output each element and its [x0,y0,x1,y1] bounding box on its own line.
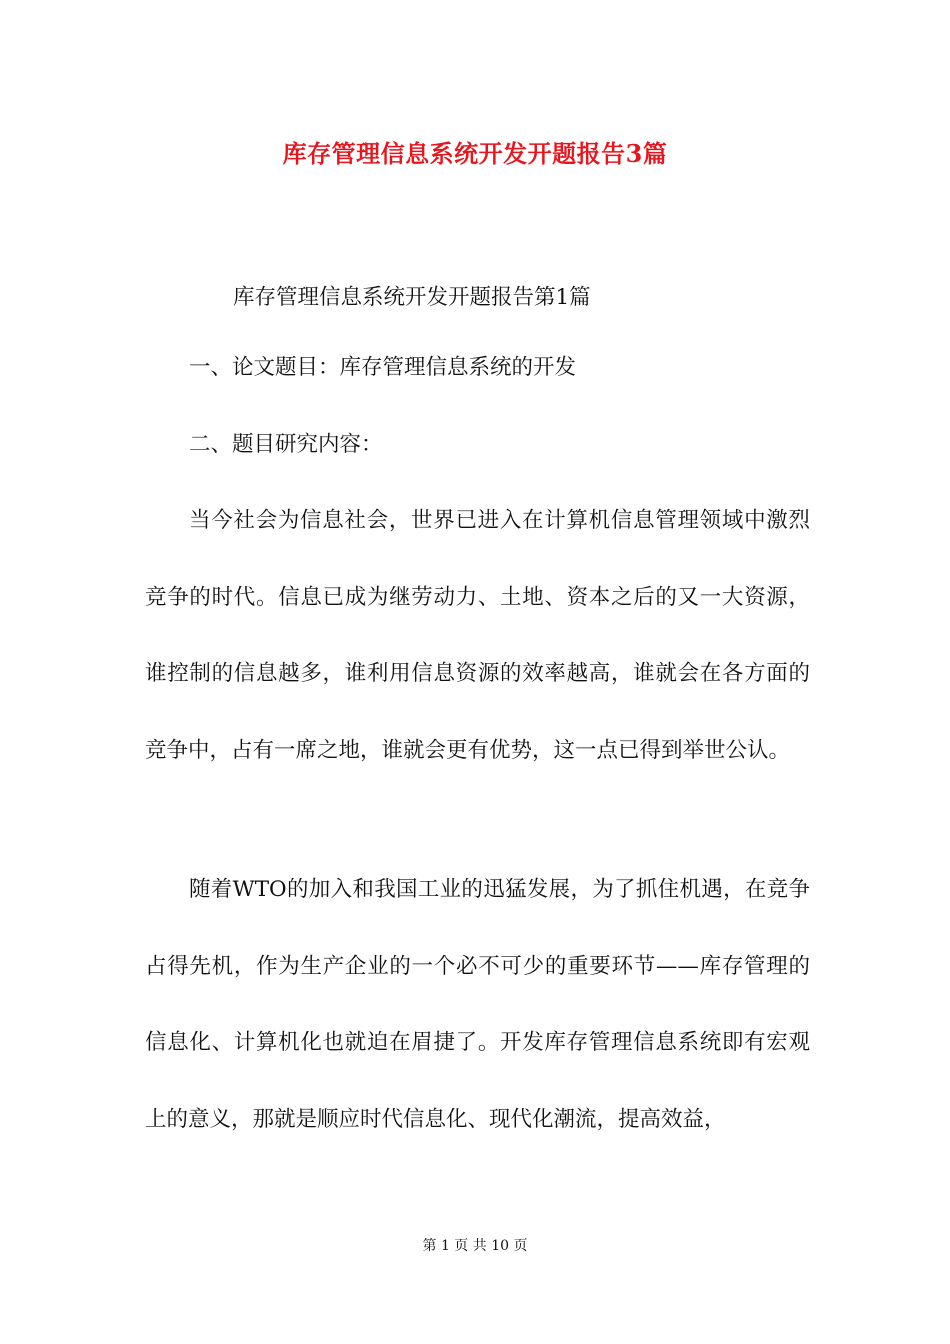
report-subtitle: 库存管理信息系统开发开题报告第1篇 [233,285,591,310]
body-paragraph: 当今社会为信息社会，世界已进入在计算机信息管理领域中激烈竞争的时代。信息已成为继劳动力、土地、资本之后的又一大资源，谁控制的信息越多，谁利用信息资源的效率越高，谁就会在各方面的竞争中，占有一席之地，谁就会更有优势，这一点已得到举世公认。 [145,508,810,763]
document-title: 库存管理信息系统开发开题报告3篇 [282,139,668,168]
body-paragraph: 随着WTO的加入和我国工业的迅猛发展，为了抓住机遇，在竞争占得先机，作为生产企业的一个必不可少的重要环节——库存管理的信息化、计算机化也就迫在眉捷了。开发库存管理信息系统即有宏观上的意义，那就是顺应时代信息化、现代化潮流，提高效益， [145,877,810,1132]
page-footer: 第 1 页 共 10 页 [422,1238,528,1254]
section-heading-topic: 一、论文题目：库存管理信息系统的开发 [189,355,577,380]
section-heading-content: 二、题目研究内容： [189,432,383,457]
